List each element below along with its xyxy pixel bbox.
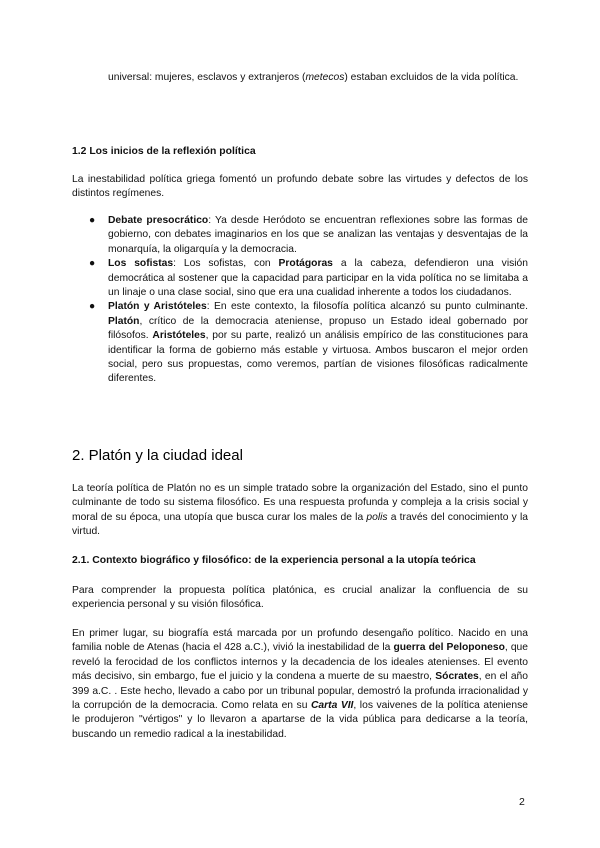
bullet-title: Los sofistas bbox=[108, 258, 174, 270]
bullet-item-presocratic bbox=[72, 214, 528, 257]
bullet-text: a la cabeza, defendieron una visión democrática al sostener que la capacidad para participar en la vida política no se limitaba a un linaje o una clase social, sino que era una cualidad inherente a todos los ciudadanos. bbox=[108, 258, 528, 299]
bullet-text: : Los sofistas, con bbox=[173, 258, 279, 270]
bullet-list bbox=[72, 214, 528, 387]
section-2-paragraph bbox=[72, 482, 528, 540]
page-number: 2 bbox=[519, 796, 525, 808]
bullet-icon: ● bbox=[89, 301, 96, 313]
bullet-title: Debate presocrático bbox=[108, 215, 209, 226]
section-2-1-paragraph-2 bbox=[72, 627, 528, 742]
section-1-2-heading: 1.2 Los inicios de la reflexión política bbox=[72, 146, 256, 157]
polis-term: polis bbox=[366, 511, 388, 523]
bullet-title: Platón y Aristóteles bbox=[108, 301, 207, 313]
bullet-text: : Ya desde Heródoto se encuentran reflexiones sobre las formas de gobierno, con debates imaginarios en los que se analizan las ventajas y desventajas de la monarquía, la oligarquía y la democracia. bbox=[108, 215, 528, 255]
section-2-1-heading: 2.1. Contexto biográfico y filosófico: de la experiencia personal a la utopía teórica bbox=[72, 555, 476, 566]
section-2-heading: 2. Platón y la ciudad ideal bbox=[72, 447, 243, 464]
aristoteles-name: Aristóteles bbox=[152, 330, 206, 342]
guerra-term: guerra del Peloponeso bbox=[393, 642, 505, 654]
p2-text-a: En primer lugar, su biografía está marcada por un profundo desengaño político. Nacido en una familia noble de Atenas (hacia el 428 a.C.), vivió la inestabilidad de la bbox=[72, 628, 528, 654]
bullet-text: , por su parte, realizó un análisis empírico de las constituciones para identificar la forma de gobierno más estable y virtuosa. Ambos buscaron el mejor orden social, pero sus propuestas, como veremos, partían de visiones filosóficas radicalmente diferentes. bbox=[108, 330, 528, 385]
bullet-text: : En este contexto, la filosofía política alcanzó su punto culminante. bbox=[206, 301, 529, 313]
p2-text-b: , que reveló la ferocidad de los conflictos internos y la decadencia de los ideales atenienses. El evento más decisivo, sin embargo, fue el juicio y la condena a muerte de su maestro, bbox=[72, 642, 528, 683]
bullet-item-plato-aristotle bbox=[72, 300, 528, 386]
bullet-item-sophists bbox=[72, 257, 528, 300]
socrates-name: Sócrates bbox=[435, 671, 479, 683]
bullet-icon: ● bbox=[89, 215, 96, 226]
platon-name: Platón bbox=[108, 315, 140, 327]
section-2-text-b: a través del conocimiento y la virtud. bbox=[72, 511, 528, 538]
intro-text-a: universal: mujeres, esclavos y extranjeros ( bbox=[108, 72, 306, 83]
metecos-term: metecos bbox=[305, 72, 345, 83]
bullet-icon: ● bbox=[89, 258, 96, 270]
protagoras-name: Protágoras bbox=[278, 258, 333, 270]
p2-text-c: , en el año 399 a.C. . Este hecho, llevado a cabo por un tribunal popular, demostró la profunda irracionalidad y la corrupción de la democracia. Como relata en su bbox=[72, 671, 528, 712]
section-2-1-paragraph-1: Para comprender la propuesta política platónica, es crucial analizar la confluencia de su experiencia personal y su visión filosófica. bbox=[72, 585, 528, 611]
p2-text-d: , los vaivenes de la política ateniense le produjeron "vértigos" y lo llevaron a apartarse de la vida pública para dedicarse a la teoría, buscando un remedio radical a la inestabilidad. bbox=[72, 700, 529, 740]
section-1-2-paragraph: La inestabilidad política griega fomentó un profundo debate sobre las virtudes y defectos de los distintos regímenes. bbox=[72, 174, 528, 200]
bullet-text: , crítico de la democracia ateniense, propuso un Estado ideal gobernado por filósofos. bbox=[108, 315, 528, 342]
intro-paragraph bbox=[108, 71, 528, 85]
section-2-text-a: La teoría política de Platón no es un simple tratado sobre la organización del Estado, sino el punto culminante de todo su sistema filosófico. Es una respuesta profunda y compleja a la crisis social y moral de su época, una utopía que busca curar los males de la bbox=[72, 483, 528, 523]
carta-vii-title: Carta VII bbox=[310, 700, 354, 712]
intro-text-b: ) estaban excluidos de la vida política. bbox=[344, 72, 519, 83]
